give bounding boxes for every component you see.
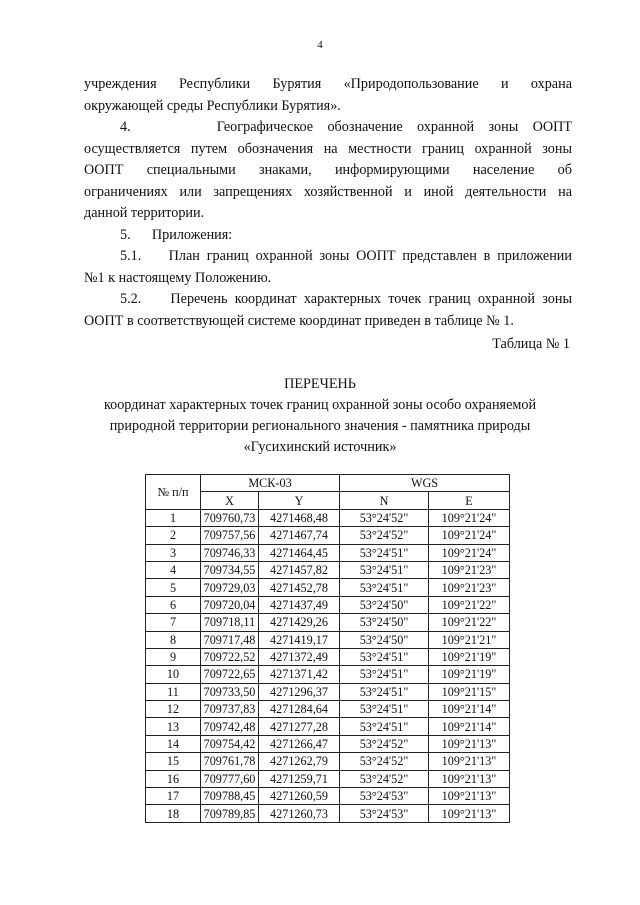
cell-y: 4271371,42 xyxy=(259,666,340,683)
cell-e: 109°21'21" xyxy=(429,631,510,648)
header-n: N xyxy=(340,492,429,509)
header-msk: МСК-03 xyxy=(201,475,340,492)
table-row xyxy=(146,596,510,613)
table-row xyxy=(146,631,510,648)
table-row xyxy=(146,544,510,561)
cell-y: 4271260,73 xyxy=(259,805,340,822)
table-row xyxy=(146,509,510,526)
cell-n: 53°24'51" xyxy=(340,701,429,718)
paragraph-line: 5.2. Перечень координат характерных точек границ охранной зоны xyxy=(120,291,572,307)
heading-line: координат характерных точек границ охранной зоны особо охраняемой xyxy=(103,397,537,413)
cell-y: 4271277,28 xyxy=(259,718,340,735)
header-y: Y xyxy=(259,492,340,509)
cell-number: 6 xyxy=(146,596,201,613)
table-row xyxy=(146,770,510,787)
table-body xyxy=(146,509,510,822)
paragraph-line: №1 к настоящему Положению. xyxy=(84,269,272,286)
cell-n: 53°24'51" xyxy=(340,683,429,700)
cell-n: 53°24'51" xyxy=(340,561,429,578)
cell-number: 4 xyxy=(146,561,201,578)
table-heading xyxy=(60,374,580,458)
paragraph-line: данной территории. xyxy=(84,205,205,221)
cell-number: 12 xyxy=(146,701,201,718)
table-row xyxy=(146,753,510,770)
heading-line: «Гусихинский источник» xyxy=(243,439,397,455)
cell-x: 709734,55 xyxy=(201,561,259,578)
cell-n: 53°24'51" xyxy=(340,648,429,665)
cell-x: 709746,33 xyxy=(201,544,259,561)
table-row xyxy=(146,666,510,683)
cell-e: 109°21'22" xyxy=(429,596,510,613)
cell-number: 5 xyxy=(146,579,201,596)
cell-number: 7 xyxy=(146,614,201,631)
paragraph-line: 4. Географическое обозначение охранной зоны ООПТ xyxy=(120,119,572,135)
cell-number: 17 xyxy=(146,788,201,805)
cell-n: 53°24'53" xyxy=(340,788,429,805)
cell-y: 4271284,64 xyxy=(259,701,340,718)
paragraph-line: ООПТ в соответствующей системе координат приведен в таблице № 1. xyxy=(84,312,514,329)
cell-y: 4271372,49 xyxy=(259,648,340,665)
cell-y: 4271467,74 xyxy=(259,527,340,544)
cell-e: 109°21'14" xyxy=(429,701,510,718)
paragraph-line: ООПТ специальными знаками, информирующими население об xyxy=(84,162,572,178)
table-row xyxy=(146,648,510,665)
cell-x: 709788,45 xyxy=(201,788,259,805)
cell-number: 14 xyxy=(146,735,201,752)
cell-n: 53°24'52" xyxy=(340,527,429,544)
cell-n: 53°24'50" xyxy=(340,596,429,613)
cell-e: 109°21'22" xyxy=(429,614,510,631)
cell-y: 4271419,17 xyxy=(259,631,340,648)
paragraph-line: 5. Приложения: xyxy=(120,226,233,243)
cell-y: 4271468,48 xyxy=(259,509,340,526)
header-e: E xyxy=(429,492,510,509)
cell-y: 4271266,47 xyxy=(259,735,340,752)
table-label: Таблица № 1 xyxy=(492,336,570,352)
header-number: № п/п xyxy=(146,475,201,510)
cell-x: 709729,03 xyxy=(201,579,259,596)
cell-y: 4271259,71 xyxy=(259,770,340,787)
cell-x: 709777,60 xyxy=(201,770,259,787)
cell-n: 53°24'50" xyxy=(340,614,429,631)
paragraph-line: окружающей среды Республики Бурятия». xyxy=(84,97,341,114)
cell-number: 13 xyxy=(146,718,201,735)
table-row xyxy=(146,579,510,596)
cell-e: 109°21'13" xyxy=(429,770,510,787)
cell-e: 109°21'14" xyxy=(429,718,510,735)
cell-e: 109°21'13" xyxy=(429,753,510,770)
cell-e: 109°21'13" xyxy=(429,805,510,822)
cell-n: 53°24'51" xyxy=(340,718,429,735)
cell-y: 4271262,79 xyxy=(259,753,340,770)
cell-number: 10 xyxy=(146,666,201,683)
cell-x: 709717,48 xyxy=(201,631,259,648)
cell-n: 53°24'53" xyxy=(340,805,429,822)
cell-number: 18 xyxy=(146,805,201,822)
cell-x: 709757,56 xyxy=(201,527,259,544)
cell-x: 709760,73 xyxy=(201,509,259,526)
cell-x: 709733,50 xyxy=(201,683,259,700)
cell-number: 16 xyxy=(146,770,201,787)
paragraph-line: 5.1. План границ охранной зоны ООПТ представлен в приложении xyxy=(120,248,572,264)
body-text xyxy=(84,74,572,332)
table-row xyxy=(146,614,510,631)
cell-e: 109°21'19" xyxy=(429,648,510,665)
cell-n: 53°24'51" xyxy=(340,579,429,596)
cell-e: 109°21'19" xyxy=(429,666,510,683)
cell-n: 53°24'52" xyxy=(340,753,429,770)
heading-title: ПЕРЕЧЕНЬ xyxy=(284,376,356,392)
cell-x: 709737,83 xyxy=(201,701,259,718)
page-number: 4 xyxy=(317,39,323,51)
cell-x: 709722,65 xyxy=(201,666,259,683)
cell-e: 109°21'24" xyxy=(429,509,510,526)
paragraph-line: учреждения Республики Бурятия «Природопользование и охрана xyxy=(84,76,572,92)
cell-y: 4271457,82 xyxy=(259,561,340,578)
table-row xyxy=(146,561,510,578)
table-row xyxy=(146,701,510,718)
cell-e: 109°21'23" xyxy=(429,561,510,578)
cell-number: 3 xyxy=(146,544,201,561)
cell-n: 53°24'52" xyxy=(340,735,429,752)
cell-x: 709761,78 xyxy=(201,753,259,770)
table-row xyxy=(146,527,510,544)
cell-number: 2 xyxy=(146,527,201,544)
cell-e: 109°21'23" xyxy=(429,579,510,596)
paragraph-line: ограничениях или запрещениях хозяйственной и иной деятельности на xyxy=(84,183,572,200)
cell-e: 109°21'24" xyxy=(429,527,510,544)
cell-n: 53°24'52" xyxy=(340,509,429,526)
header-wgs: WGS xyxy=(340,475,510,492)
cell-y: 4271437,49 xyxy=(259,596,340,613)
cell-number: 11 xyxy=(146,683,201,700)
cell-number: 8 xyxy=(146,631,201,648)
header-x: X xyxy=(201,492,259,509)
paragraph-line: осуществляется путем обозначения на местности границ охранной зоны xyxy=(84,140,572,157)
cell-y: 4271452,78 xyxy=(259,579,340,596)
cell-y: 4271260,59 xyxy=(259,788,340,805)
cell-e: 109°21'13" xyxy=(429,788,510,805)
cell-n: 53°24'52" xyxy=(340,770,429,787)
table-row xyxy=(146,735,510,752)
table-row xyxy=(146,683,510,700)
cell-n: 53°24'51" xyxy=(340,666,429,683)
cell-e: 109°21'13" xyxy=(429,735,510,752)
table-row xyxy=(146,718,510,735)
cell-number: 9 xyxy=(146,648,201,665)
cell-x: 709722,52 xyxy=(201,648,259,665)
cell-n: 53°24'50" xyxy=(340,631,429,648)
table-row xyxy=(146,788,510,805)
cell-y: 4271296,37 xyxy=(259,683,340,700)
cell-e: 109°21'15" xyxy=(429,683,510,700)
cell-number: 1 xyxy=(146,509,201,526)
cell-y: 4271464,45 xyxy=(259,544,340,561)
heading-line: природной территории регионального значения - памятника природы xyxy=(109,418,531,434)
cell-x: 709754,42 xyxy=(201,735,259,752)
cell-number: 15 xyxy=(146,753,201,770)
cell-x: 709742,48 xyxy=(201,718,259,735)
cell-y: 4271429,26 xyxy=(259,614,340,631)
cell-x: 709789,85 xyxy=(201,805,259,822)
coordinates-table xyxy=(145,474,510,823)
cell-x: 709718,11 xyxy=(201,614,259,631)
cell-n: 53°24'51" xyxy=(340,544,429,561)
cell-e: 109°21'24" xyxy=(429,544,510,561)
cell-x: 709720,04 xyxy=(201,596,259,613)
table-row xyxy=(146,805,510,822)
